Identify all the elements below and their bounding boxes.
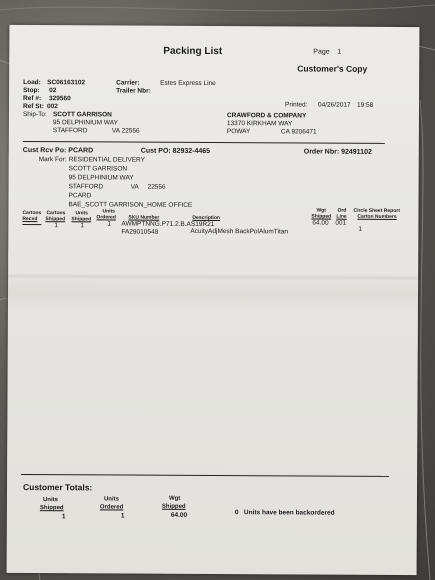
packing-list-paper [7,25,420,575]
cust-po: Cust PO: 82932-4465 [140,147,211,155]
vendor-name: CRAWFORD & COMPANY [226,112,307,120]
row-units-ordered: 1 [107,220,112,228]
col-cartons-shipped-1: Cartons [46,210,66,217]
ship-to-city: STAFFORD [52,127,88,135]
header-divider [23,141,385,144]
backordered-note: 0 Units have been backordered [234,509,335,517]
row-weight: 64.00 [312,219,329,227]
mark-for-line5: PCARD [68,192,92,200]
col-description: Description [192,214,220,222]
col-cartons-recvd-1: Cartons [22,210,42,217]
mark-for-state: VA [130,183,139,191]
col-ord-1: Ord [337,207,347,214]
totals-units-ordered-value: 1 [120,512,125,520]
ref-value: 329560 [49,95,71,103]
carrier-label: Carrier: [116,79,140,87]
row-carton-number: 1 [358,225,363,233]
col-units-shipped-1: Units [75,210,88,217]
vendor-state-zip: CA 9206471 [280,128,317,136]
col-sku-number: SKU Number [128,214,160,221]
vendor-city: POWAY [226,128,251,136]
col-units-ordered-2: Ordered [96,214,116,221]
col-units-shipped-2: Shipped [71,216,92,223]
trailer-label: Trailer Nbr: [116,87,151,95]
row-cartons-shipped: 1 [54,222,59,230]
col-wgt-2: Shipped [311,213,332,220]
col-cartons-recvd-2: Recvd [22,216,38,223]
mark-for-line1: RESIDENTIAL DELIVERY [68,156,145,164]
ref-st-value: 002 [46,103,58,111]
mark-for-line6: BAE_SCOTT GARRISON_HOME OFFICE [68,201,193,209]
col-circle-sheet-2: Carton Numbers [357,213,397,220]
totals-wgt-value: 64.00 [170,511,188,519]
page-label: Page [313,48,330,56]
row-description: AcuityAdjMesh BackPolAlumTitan [190,227,289,236]
stop-label: Stop: [23,87,40,95]
carrier-value: Estes Express Line [160,79,216,88]
row-sku-2: FA29010548 [121,228,159,236]
ship-to-street: 95 DELPHINIUM WAY [52,119,118,127]
recvd-underline [22,224,41,225]
cust-rcv-po: Cust Rcv Po: PCARD [22,147,94,155]
mark-for-label: Mark For: [38,156,67,164]
row-sku-1: AWMPTNNG.P71.2.B.AS19R21 [121,220,215,229]
col-ord-2: Line [336,213,347,220]
totals-units-ordered-1: Units [103,496,119,503]
col-circle-sheet-1: Circle Sheet Report [353,207,400,214]
stop-value: 02 [49,87,57,95]
printed-label: Printed: [285,101,308,109]
mark-for-line2: SCOTT GARRISON [68,165,128,173]
ship-to-state-zip: VA 22556 [111,127,140,135]
col-units-ordered-1: Units [102,208,115,215]
totals-units-shipped-1: Units [42,497,58,504]
ref-st-label: Ref St: [22,103,44,111]
vendor-street: 13370 KIRKHAM WAY [226,120,293,128]
mark-for-city: STAFFORD [68,183,104,191]
page-number: 1 [337,48,342,56]
ship-to-label: Ship-To: [22,111,47,119]
order-number: Order Nbr: 92491102 [303,148,372,156]
row-ord-line: 001 [335,219,347,227]
col-wgt-1: Wgt [316,207,326,214]
ref-label: Ref #: [23,95,42,103]
load-label: Load: [23,79,41,87]
totals-units-shipped-value: 1 [61,513,66,521]
mark-for-zip: 22556 [147,183,166,191]
ship-to-name: SCOTT GARRISON [52,111,112,119]
totals-units-shipped-2: Shipped [39,505,64,512]
printed-date: 04/26/2017 [318,101,351,109]
totals-wgt-2: Shipped [161,503,186,510]
load-value: SC06163102 [47,79,86,87]
mark-for-line3: 95 DELPHINIUM WAY [68,174,134,182]
printed-time: 19:58 [357,101,374,109]
customer-totals-label: Customer Totals: [22,482,93,493]
copy-label: Customer's Copy [297,63,368,74]
document-title: Packing List [163,45,223,58]
totals-units-ordered-2: Ordered [99,504,124,511]
totals-divider [21,474,389,477]
totals-wgt-1: Wgt [168,495,181,502]
col-cartons-shipped-2: Shipped [45,216,66,223]
paper-fold-crease [8,273,418,281]
row-units-shipped: 1 [80,222,85,230]
